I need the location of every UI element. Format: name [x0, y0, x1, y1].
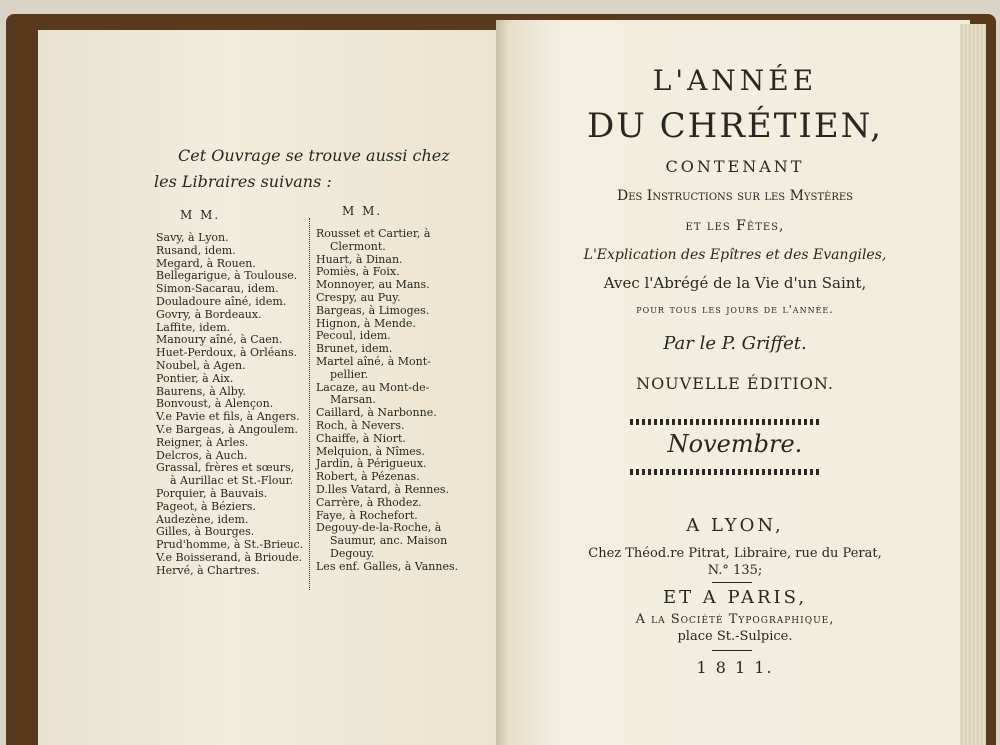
handwritten-note-line2: les Libraires suivans :	[154, 172, 332, 191]
bookseller-entry: Grassal, frères et sœurs,	[156, 461, 295, 475]
imprint-publisher1: Chez Théod.re Pitrat, Libraire, rue du Perat,	[588, 546, 882, 561]
bookseller-entry: Saumur, anc. Maison	[330, 534, 448, 548]
bookseller-entry: Huet-Perdoux, à Orléans.	[156, 346, 298, 360]
bookseller-entry: Megard, à Rouen.	[156, 256, 256, 270]
author-line: Par le P. Griffet.	[663, 333, 807, 354]
bookseller-entry: Roch, à Nevers.	[316, 418, 405, 432]
bookseller-entry: Gilles, à Bourges.	[156, 525, 255, 539]
page-edges	[960, 24, 986, 745]
bookseller-entry: Simon-Sacarau, idem.	[156, 282, 279, 296]
edition-line: NOUVELLE ÉDITION.	[636, 374, 834, 393]
imprint-address2: place St.-Sulpice.	[677, 629, 793, 644]
booksellers-list-col2	[316, 228, 458, 574]
bookseller-entry: Melquion, à Nîmes.	[316, 444, 425, 458]
bookseller-entry: Lacaze, au Mont-de-	[316, 380, 430, 394]
bookseller-entry: Degouy-de-la-Roche, à	[316, 521, 442, 535]
imprint-rule2	[712, 650, 752, 651]
bookseller-entry: Pageot, à Béziers.	[156, 499, 256, 513]
bookseller-entry: Brunet, idem.	[316, 342, 393, 356]
bookseller-entry: Delcros, à Auch.	[156, 448, 248, 462]
subtitle-line2: et les Fêtes,	[685, 218, 785, 234]
bookseller-entry: Robert, à Pézenas.	[316, 470, 420, 484]
title-line1: L'ANNÉE	[652, 64, 818, 97]
bookseller-entry: Crespy, au Puy.	[316, 290, 401, 304]
bookseller-entry: Hervé, à Chartres.	[156, 563, 260, 577]
imprint-rule1	[712, 582, 752, 583]
bookseller-entry: Monnoyer, au Mans.	[316, 278, 430, 292]
bookseller-entry: Martel aîné, à Mont-	[316, 354, 431, 368]
subtitle-line3: L'Explication des Epîtres et des Evangiles,	[583, 247, 887, 263]
bookseller-entry: Jardin, à Périgueux.	[316, 457, 427, 471]
bookseller-entry: Clermont.	[330, 239, 386, 253]
bookseller-entry: V.e Bargeas, à Angoulem.	[156, 422, 298, 436]
bookseller-entry: Laffite, idem.	[156, 320, 231, 334]
imprint-publisher2: A la Société Typographique,	[635, 612, 835, 627]
imprint-city1: A LYON,	[686, 515, 784, 536]
bookseller-entry: Pecoul, idem.	[316, 329, 391, 343]
title-line2: DU CHRÉTIEN,	[586, 106, 884, 146]
bookseller-entry: Pomiès, à Foix.	[316, 265, 400, 279]
bookseller-entry: Marsan.	[330, 393, 376, 407]
bookseller-entry: Savy, à Lyon.	[156, 231, 229, 244]
col1-header: M M.	[180, 208, 221, 222]
imprint-address1: N.° 135;	[707, 563, 763, 578]
bookseller-entry: Bargeas, à Limoges.	[316, 303, 430, 317]
bookseller-entry: à Aurillac et St.-Flour.	[170, 474, 294, 488]
bookseller-entry: Pontier, à Aix.	[156, 371, 234, 385]
bookseller-entry: Rousset et Cartier, à	[316, 227, 431, 240]
bookseller-entry: Manoury aîné, à Caen.	[156, 333, 283, 347]
bookseller-entry: Baurens, à Alby.	[156, 384, 247, 398]
bookseller-entry: Huart, à Dinan.	[316, 252, 403, 266]
booksellers-list-col1	[156, 232, 303, 578]
bookseller-entry: Degouy.	[330, 546, 375, 560]
ornament-bottom	[630, 469, 820, 475]
bookseller-entry: Douladoure aîné, idem.	[156, 294, 287, 308]
column-divider	[309, 218, 311, 590]
bookseller-entry: Prud'homme, à St.-Brieuc.	[156, 538, 304, 552]
bookseller-entry: Hignon, à Mende.	[316, 316, 416, 330]
bookseller-entry: D.lles Vatard, à Rennes.	[316, 482, 450, 496]
bookseller-entry: V.e Boisserand, à Brioude.	[156, 550, 303, 564]
book-gutter	[496, 20, 510, 745]
bookseller-entry: Rusand, idem.	[156, 243, 236, 257]
bookseller-entry: Les enf. Galles, à Vannes.	[316, 559, 459, 573]
bookseller-entry: Audezène, idem.	[156, 512, 249, 526]
handwritten-note-line1: Cet Ouvrage se trouve aussi chez	[178, 146, 450, 165]
bookseller-entry: Caillard, à Narbonne.	[316, 406, 437, 420]
subtitle-line1: Des Instructions sur les Mystères	[616, 188, 854, 204]
imprint-year: 1 8 1 1.	[696, 658, 774, 677]
bookseller-entry: Carrère, à Rhodez.	[316, 495, 422, 509]
bookseller-entry: pellier.	[330, 367, 369, 381]
bookseller-entry: V.e Pavie et fils, à Angers.	[156, 410, 300, 424]
bookseller-entry: Bellegarigue, à Toulouse.	[156, 269, 298, 283]
bookseller-entry: Porquier, à Bauvais.	[156, 486, 268, 500]
subtitle-line5: pour tous les jours de l'année.	[636, 303, 834, 316]
bookseller-entry: Faye, à Rochefort.	[316, 508, 418, 522]
bookseller-entry: Govry, à Bordeaux.	[156, 307, 262, 321]
bookseller-entry: Reigner, à Arles.	[156, 435, 249, 449]
month-title: Novembre.	[667, 430, 803, 458]
bookseller-entry: Chaiffe, à Niort.	[316, 431, 406, 445]
imprint-city2: ET A PARIS,	[662, 587, 808, 608]
subtitle-contenant: CONTENANT	[665, 157, 805, 176]
ornament-top	[630, 419, 820, 425]
bookseller-entry: Noubel, à Agen.	[156, 358, 246, 372]
col2-header: M M.	[342, 204, 383, 218]
subtitle-line4: Avec l'Abrégé de la Vie d'un Saint,	[603, 274, 867, 292]
bookseller-entry: Bonvoust, à Alençon.	[156, 397, 274, 411]
